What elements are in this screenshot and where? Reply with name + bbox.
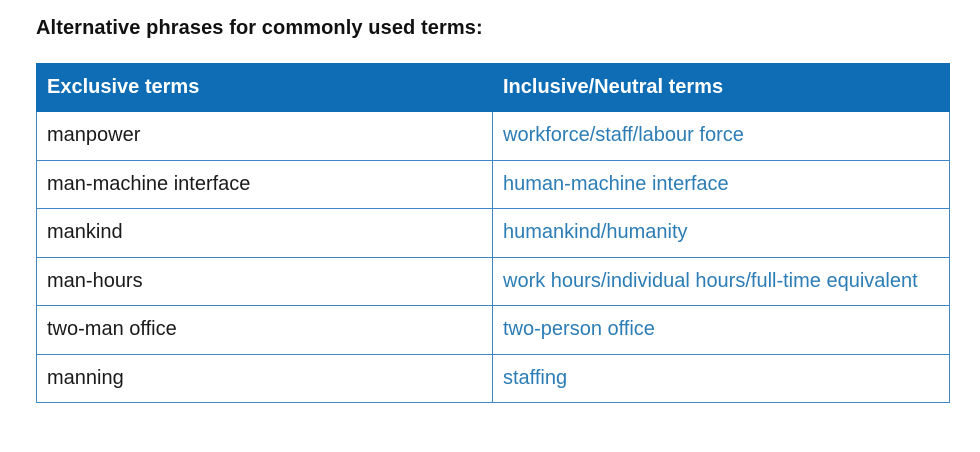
table-header-row bbox=[37, 64, 950, 112]
column-header-exclusive: Exclusive terms bbox=[37, 64, 493, 112]
table-row bbox=[37, 306, 950, 355]
table-row bbox=[37, 257, 950, 306]
exclusive-term-cell: man-hours bbox=[37, 257, 493, 306]
table-row bbox=[37, 112, 950, 161]
exclusive-term-cell: two-man office bbox=[37, 306, 493, 355]
inclusive-term-cell: two-person office bbox=[493, 306, 950, 355]
inclusive-term-cell: work hours/individual hours/full-time equivalent bbox=[493, 257, 950, 306]
table-row bbox=[37, 354, 950, 403]
exclusive-term-cell: manpower bbox=[37, 112, 493, 161]
table-row bbox=[37, 209, 950, 258]
page-heading: Alternative phrases for commonly used terms: bbox=[36, 17, 483, 39]
inclusive-term-cell: workforce/staff/labour force bbox=[493, 112, 950, 161]
exclusive-term-cell: man-machine interface bbox=[37, 160, 493, 209]
inclusive-term-cell: human-machine interface bbox=[493, 160, 950, 209]
exclusive-term-cell: mankind bbox=[37, 209, 493, 258]
exclusive-term-cell: manning bbox=[37, 354, 493, 403]
inclusive-term-cell: humankind/humanity bbox=[493, 209, 950, 258]
column-header-inclusive: Inclusive/Neutral terms bbox=[493, 64, 950, 112]
terms-table bbox=[36, 63, 950, 403]
inclusive-term-cell: staffing bbox=[493, 354, 950, 403]
table-row bbox=[37, 160, 950, 209]
